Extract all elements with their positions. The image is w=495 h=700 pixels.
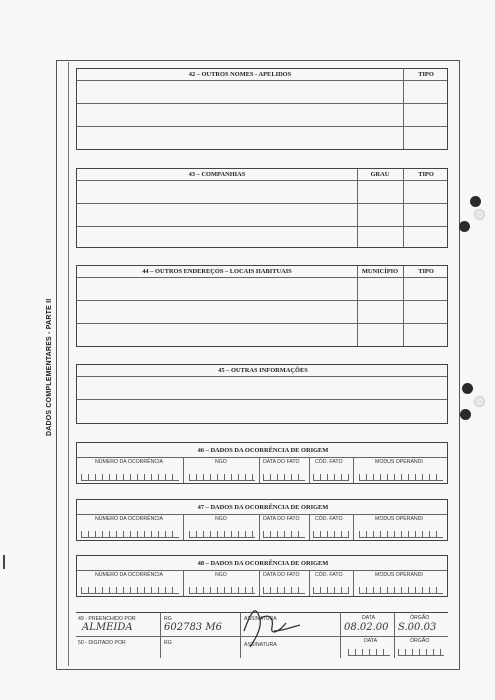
data1-label: DATA [362, 615, 376, 621]
s47-data-boxes[interactable] [263, 531, 305, 538]
s46-data-label: DATA DO FATO [263, 459, 300, 465]
s47-numero-boxes[interactable] [81, 531, 179, 538]
s48-numero-boxes[interactable] [81, 587, 179, 594]
section-43-col-grau: GRAU [370, 171, 390, 178]
s47-ngo-boxes[interactable] [189, 531, 255, 538]
s48-data-label: DATA DO FATO [263, 572, 300, 578]
handwritten-date: 08.02.00 [344, 622, 389, 633]
side-title: DADOS COMPLEMENTARES - PARTE II [46, 298, 53, 436]
section-47-title: 47 – DADOS DA OCORRÊNCIA DE ORIGEM [197, 504, 329, 511]
section-42-col-tipo: TIPO [418, 71, 434, 78]
s47-data-label: DATA DO FATO [263, 516, 300, 522]
s48-ngo-label: NGO [215, 572, 227, 578]
section-46-table [76, 442, 448, 484]
punch-hole-4 [462, 383, 473, 394]
section-45-title: 45 – OUTRAS INFORMAÇÕES [218, 367, 308, 374]
section-42-table [76, 68, 448, 150]
section-44-col-municipio: MUNICÍPIO [361, 268, 399, 275]
punch-hole-6 [460, 409, 471, 420]
s47-cod-boxes[interactable] [313, 531, 349, 538]
s47-ngo-label: NGO [215, 516, 227, 522]
s46-modus-label: MODUS OPERANDI [375, 459, 423, 465]
punch-hole-2 [474, 209, 485, 220]
section-43-table [76, 168, 448, 248]
s47-numero-label: NÚMERO DA OCORRÊNCIA [95, 516, 164, 522]
section-45-table [76, 364, 448, 424]
handwritten-orgao: S.00.03 [398, 622, 437, 633]
s48-modus-boxes[interactable] [359, 587, 443, 594]
s47-modus-boxes[interactable] [359, 531, 443, 538]
s46-numero-boxes[interactable] [81, 474, 179, 481]
section-43-col-tipo: TIPO [418, 171, 434, 178]
s48-ngo-boxes[interactable] [189, 587, 255, 594]
section-43-title: 43 – COMPANHIAS [188, 171, 246, 178]
punch-hole-1 [470, 196, 481, 207]
s48-modus-label: MODUS OPERANDI [375, 572, 423, 578]
assinatura1-label: ASSINATURA [244, 616, 277, 622]
s48-data-boxes[interactable] [263, 587, 305, 594]
section-44-title: 44 – OUTROS ENDEREÇOS – LOCAIS HABITUAIS [142, 268, 292, 275]
s48-numero-label: NÚMERO DA OCORRÊNCIA [95, 572, 164, 578]
s47-cod-label: CÓD. FATO [315, 516, 343, 522]
section-47-table [76, 499, 448, 541]
assinatura2-label: ASSINATURA [244, 642, 277, 648]
side-divider [68, 62, 69, 666]
margin-mark [3, 555, 5, 569]
section-44-table [76, 265, 448, 347]
orgao2-label: ÓRGÃO [410, 638, 430, 644]
s46-data-boxes[interactable] [263, 474, 305, 481]
punch-hole-5 [474, 396, 485, 407]
data2-boxes[interactable] [348, 649, 390, 656]
s46-cod-label: CÓD. FATO [315, 459, 343, 465]
data2-label: DATA [364, 638, 378, 644]
s47-modus-label: MODUS OPERANDI [375, 516, 423, 522]
handwritten-name: ALMEIDA [82, 622, 133, 633]
punch-hole-3 [459, 221, 470, 232]
preenchido-label: 49 - PREENCHIDO POR [78, 616, 136, 622]
rg1-label: RG [164, 616, 172, 622]
digitado-label: 50 - DIGITADO POR [78, 640, 126, 646]
s48-cod-boxes[interactable] [313, 587, 349, 594]
orgao2-boxes[interactable] [398, 649, 444, 656]
s46-numero-label: NÚMERO DA OCORRÊNCIA [95, 459, 164, 465]
s48-cod-label: CÓD. FATO [315, 572, 343, 578]
section-42-title: 42 – OUTROS NOMES - APELIDOS [188, 71, 292, 78]
s46-modus-boxes[interactable] [359, 474, 443, 481]
orgao1-label: ÓRGÃO [410, 615, 430, 621]
section-48-table [76, 555, 448, 597]
section-46-title: 46 – DADOS DA OCORRÊNCIA DE ORIGEM [197, 447, 329, 454]
s46-cod-boxes[interactable] [313, 474, 349, 481]
signature [234, 601, 304, 651]
section-48-title: 48 – DADOS DA OCORRÊNCIA DE ORIGEM [197, 560, 329, 567]
section-44-col-tipo: TIPO [418, 268, 434, 275]
s46-ngo-label: NGO [215, 459, 227, 465]
s46-ngo-boxes[interactable] [189, 474, 255, 481]
rg2-label: RG [164, 640, 172, 646]
footer-table [76, 612, 448, 658]
handwritten-rg: 602783 M6 [164, 622, 222, 633]
